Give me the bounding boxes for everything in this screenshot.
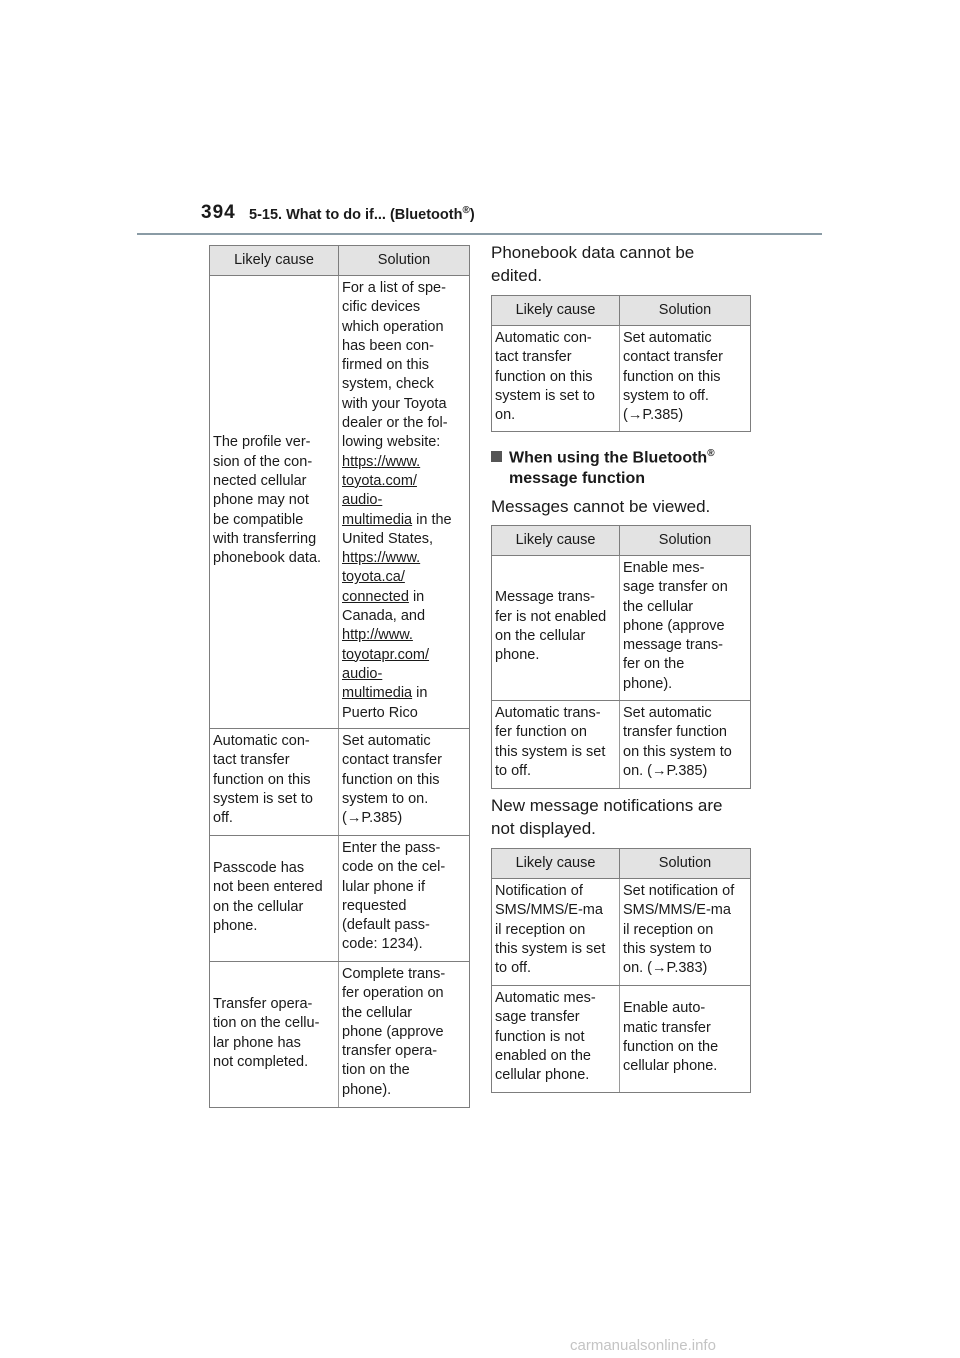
column-header-cause: Likely cause (492, 526, 620, 556)
solution-text-pr: in Puerto Rico (342, 685, 428, 721)
cause-cell (492, 701, 620, 789)
section-title-end: ) (469, 206, 475, 223)
column-header-cause: Likely cause (492, 849, 620, 879)
watermark: carmanualsonline.info (570, 1337, 716, 1354)
table-header-row (492, 296, 751, 326)
table-header-row (492, 526, 751, 556)
table-row (492, 986, 751, 1093)
solution-text: Enable mes- sage transfer on the cellular phone (approve message trans- fer on the phone). (623, 560, 728, 692)
link-toyota-us[interactable]: https://www. toyota.com/ audio- multimedia (342, 453, 421, 528)
phonebook-heading: Phonebook data cannot be edited. (491, 243, 695, 285)
solution-text: Enter the pass- code on the cel- lular phone if requested (default pass- code: 1234). (342, 840, 446, 953)
table-row (492, 879, 751, 986)
solution-cell (620, 556, 751, 701)
table-header-row (210, 246, 470, 276)
solution-cell (620, 701, 751, 789)
solution-text: Set notification of SMS/MMS/E-ma il reception on this system to on. (→P.383) (623, 883, 735, 977)
cause-text: Message trans- fer is not enabled on the cellular phone. (495, 589, 607, 664)
table-header-row (492, 849, 751, 879)
column-header-solution: Solution (620, 849, 751, 879)
phonebook-table (491, 295, 751, 432)
column-header-solution: Solution (620, 526, 751, 556)
cause-text: The profile ver- sion of the con- nected cellular phone may not be compatible with transferring phonebook data. (213, 434, 322, 567)
registered-mark: ® (462, 205, 470, 216)
cause-cell (210, 836, 339, 962)
table-row (210, 836, 470, 962)
solution-text: Set automatic contact transfer function on this system to on. (→P.385) (342, 733, 442, 827)
link-toyota-canada[interactable]: https://www. toyota.ca/ connected (342, 550, 421, 605)
table-row (492, 326, 751, 432)
table-row (492, 556, 751, 701)
notifications-table (491, 848, 751, 1093)
cause-cell (492, 986, 620, 1093)
solution-cell (339, 729, 470, 836)
left-troubleshooting-table (209, 245, 470, 1108)
table-row (210, 276, 470, 729)
page-number: 394 (201, 202, 236, 223)
solution-text: For a list of spe- cific devices which operation has been con- firmed on this system, check with your Toyota dealer or the fol- lowing website: (342, 280, 448, 451)
subheading-text: When using the Bluetooth (509, 449, 708, 467)
message-function-subheading (491, 443, 715, 489)
cause-text: Transfer opera- tion on the cellu- lar phone has not completed. (213, 995, 320, 1070)
solution-text: Set automatic contact transfer function on this system to off. (→P.385) (623, 330, 723, 424)
cause-cell (492, 556, 620, 701)
cause-text: Automatic mes- sage transfer function is not enabled on the cellular phone. (495, 990, 596, 1084)
table-row (210, 962, 470, 1108)
solution-text: Complete trans- fer operation on the cellular phone (approve transfer opera- tion on the phone). (342, 966, 446, 1098)
solution-cell (339, 276, 470, 729)
messages-view-table (491, 525, 751, 789)
cause-cell (492, 879, 620, 986)
solution-cell (620, 879, 751, 986)
link-toyota-puerto-rico[interactable]: http://www. toyotapr.com/ audio- multimedia (342, 627, 430, 702)
solution-text-us: in the United States, (342, 511, 452, 547)
solution-cell (620, 326, 751, 432)
section-title (249, 205, 475, 223)
solution-text: Enable auto- matic transfer function on the cellular phone. (623, 1000, 719, 1075)
cause-cell (492, 326, 620, 432)
cause-cell (210, 729, 339, 836)
solution-text-ca: in Canada, and (342, 588, 426, 625)
column-header-cause: Likely cause (492, 296, 620, 326)
cause-text: Automatic con- tact transfer function on this system is set to on. (495, 330, 595, 424)
table-row (210, 729, 470, 836)
notifications-heading: New message notifications are not displayed. (491, 796, 723, 838)
column-header-solution: Solution (620, 296, 751, 326)
square-bullet-icon (491, 451, 502, 462)
cause-text: Passcode has not been entered on the cellular phone. (213, 859, 323, 934)
section-title-text: 5-15. What to do if... (Bluetooth (249, 206, 463, 223)
cause-text: Automatic con- tact transfer function on this system is set to off. (213, 733, 313, 827)
cause-text: Automatic trans- fer function on this system is set to off. (495, 705, 606, 779)
header-divider (137, 233, 822, 235)
solution-cell (339, 962, 470, 1108)
cause-cell (210, 276, 339, 729)
registered-mark: ® (707, 448, 715, 459)
solution-cell (620, 986, 751, 1093)
column-header-cause: Likely cause (210, 246, 339, 276)
cause-text: Notification of SMS/MMS/E-ma il reception on this system is set to off. (495, 883, 606, 977)
solution-cell (339, 836, 470, 962)
cause-cell (210, 962, 339, 1108)
subheading-text-line2: message function (509, 470, 646, 488)
table-row (492, 701, 751, 789)
column-header-solution: Solution (339, 246, 470, 276)
solution-text: Set automatic transfer function on this system to on. (→P.385) (623, 705, 732, 779)
messages-view-heading: Messages cannot be viewed. (491, 497, 711, 516)
